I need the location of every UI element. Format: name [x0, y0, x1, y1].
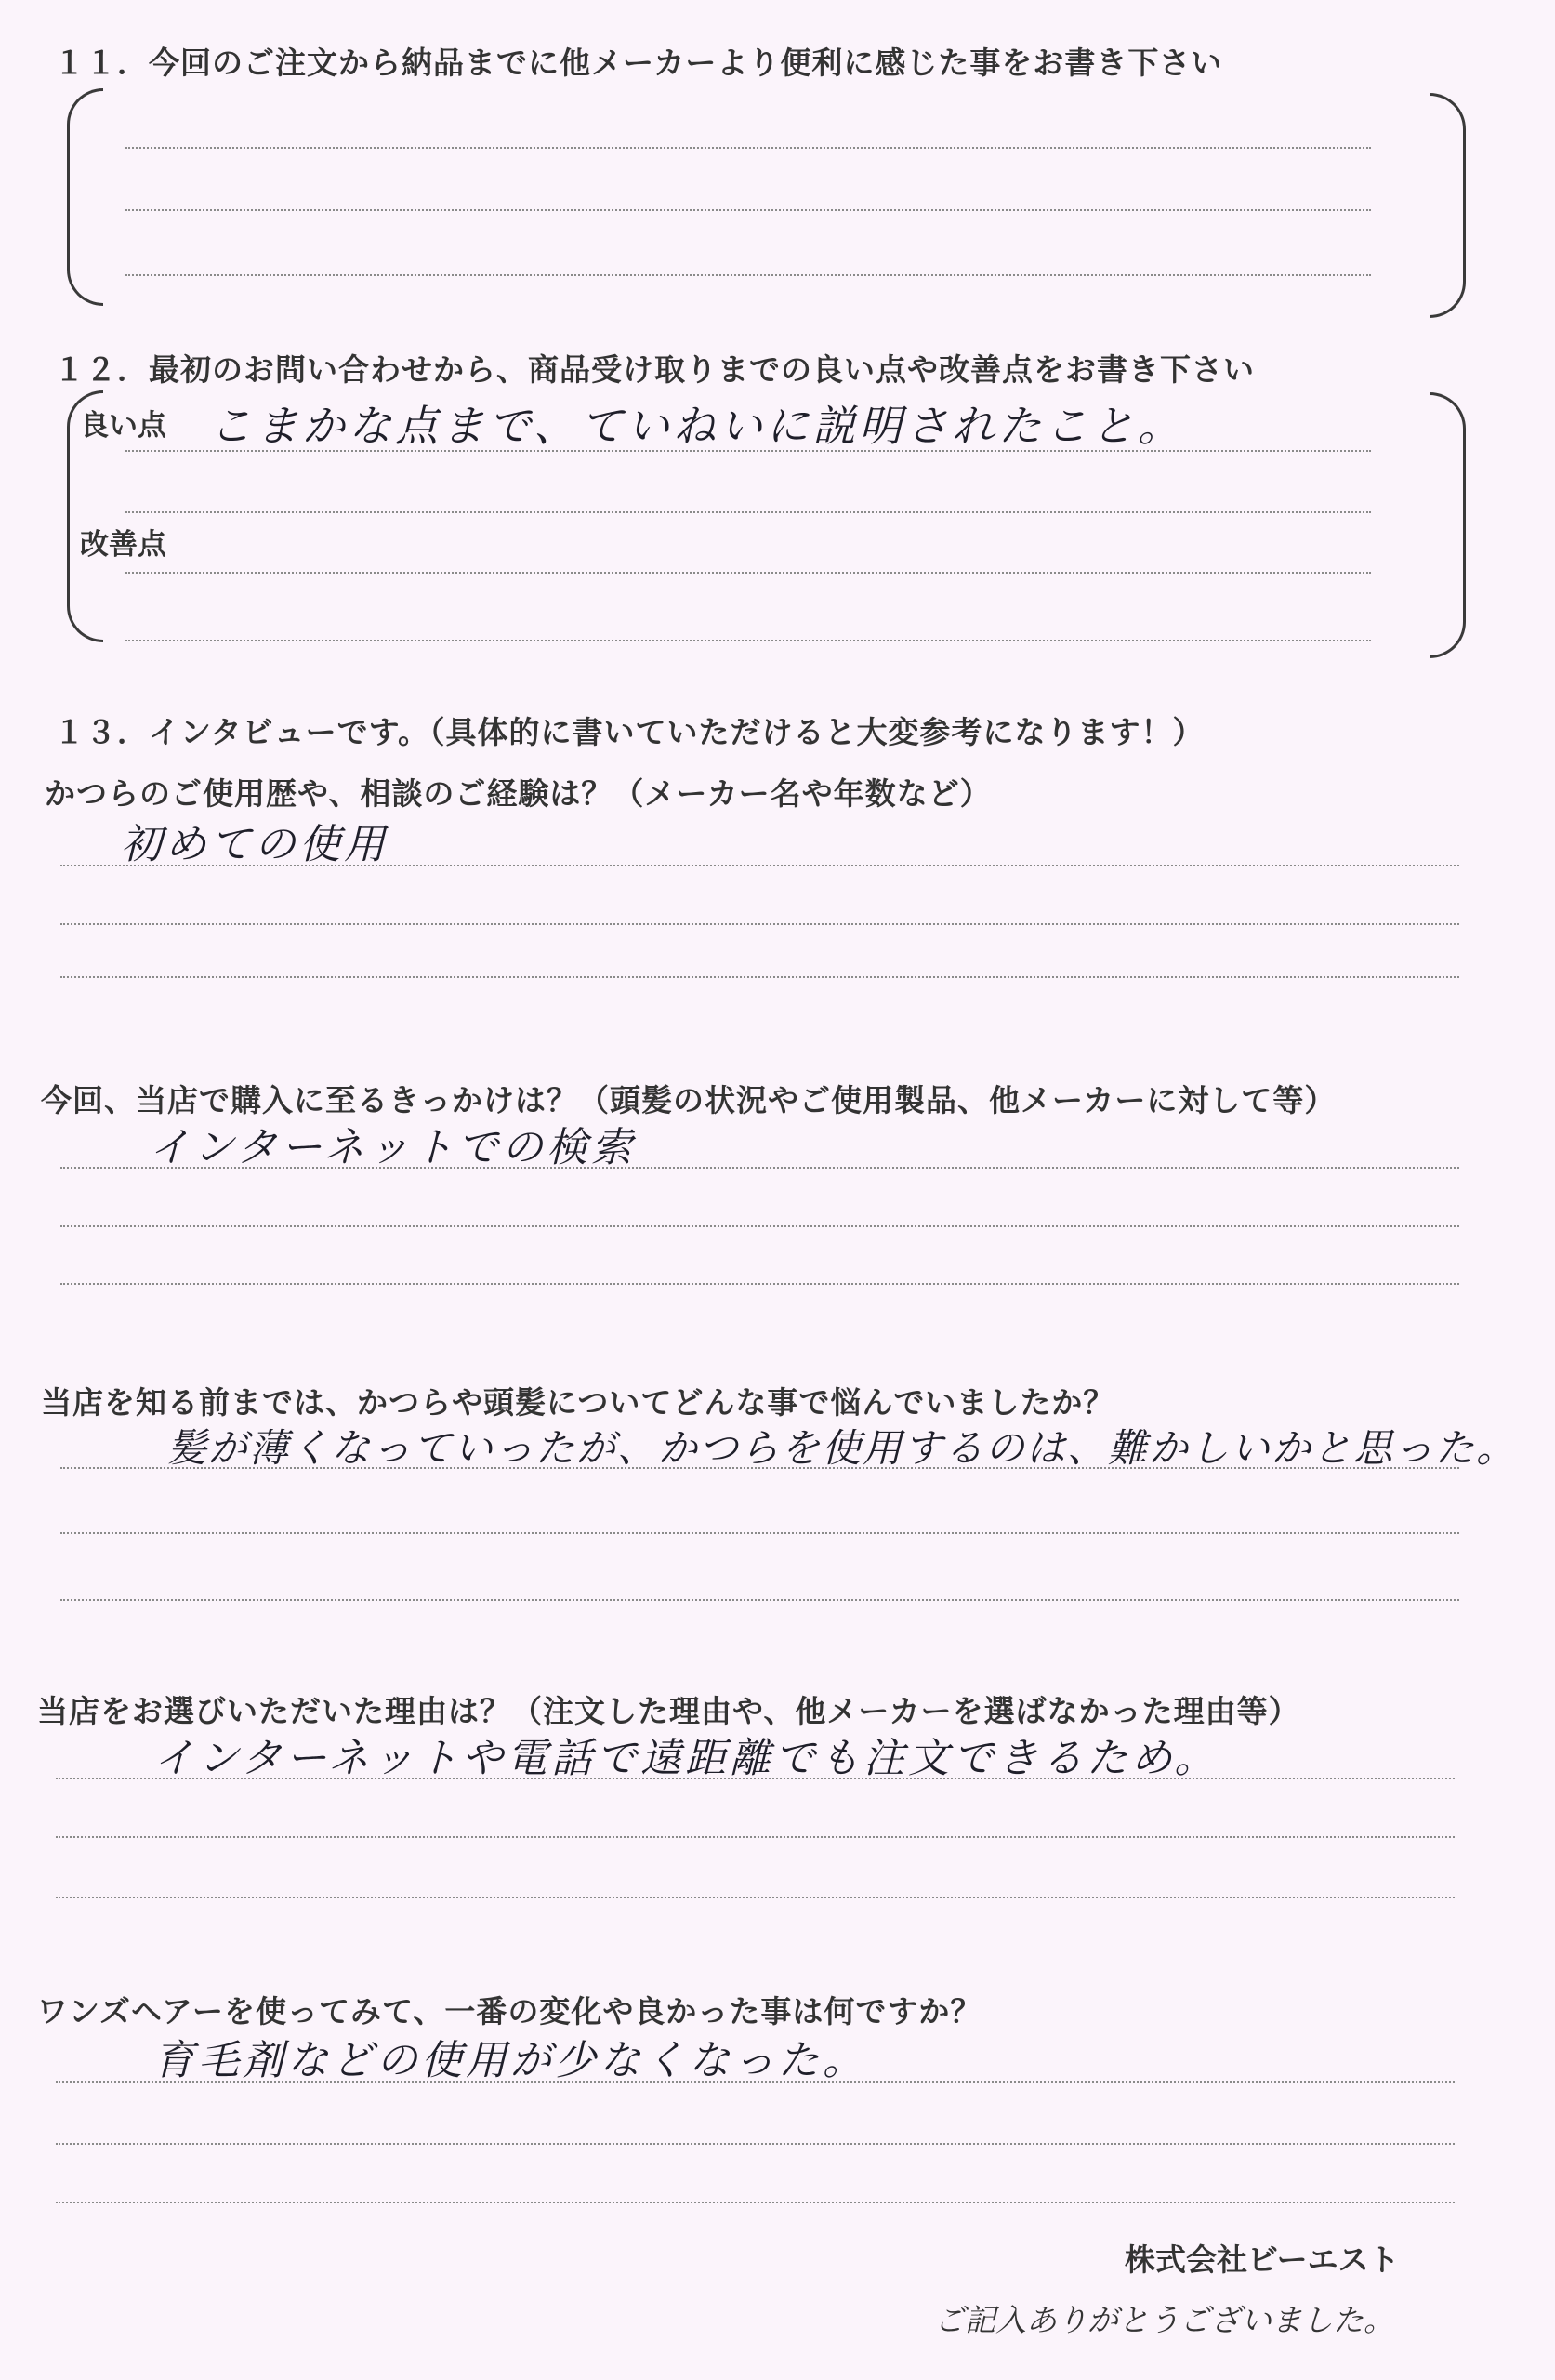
q13-sub5-line-2: [56, 2143, 1455, 2145]
q11-line-3: [125, 274, 1371, 276]
q13-sub5-line-1: [56, 2081, 1455, 2082]
q11-title: １１．今回のご注文から納品までに他メーカーより便利に感じた事をお書き下さい: [54, 45, 1223, 81]
q11-bracket-right: [1430, 93, 1466, 318]
q13-ans1: 初めての使用: [121, 821, 389, 868]
q13-sub1-line-3: [60, 976, 1459, 978]
q12-improve-label: 改善点: [80, 528, 166, 562]
q13-ans4: インターネットや電話で遠距離でも注文できるため。: [153, 1735, 1219, 1782]
q13-sub3: 当店を知る前までは、かつらや頭髪についてどんな事で悩んでいましたか？: [41, 1384, 1115, 1421]
q13-sub2-line-3: [60, 1283, 1459, 1285]
q13-sub4: 当店をお選びいただいた理由は？（注文した理由や、他メーカーを選ばなかった理由等）: [37, 1693, 1300, 1729]
q12-line-1: [125, 450, 1371, 452]
thanks-message: ご記入ありがとうございました。: [934, 2302, 1394, 2338]
q13-ans3: 髪が薄くなっていったが、かつらを使用するのは、難かしいかと思った。: [167, 1425, 1518, 1471]
q11-bracket-left: [67, 88, 103, 306]
q11-line-1: [125, 147, 1371, 149]
q13-sub4-line-2: [56, 1836, 1455, 1838]
q13-sub2-line-1: [60, 1167, 1459, 1169]
q13-sub1-line-2: [60, 923, 1459, 925]
q13-sub2: 今回、当店で購入に至るきっかけは？（頭髪の状況やご使用製品、他メーカーに対して等）: [41, 1082, 1337, 1118]
q13-sub4-line-1: [56, 1778, 1455, 1779]
q13-sub3-line-2: [60, 1532, 1459, 1534]
company-name: 株式会社ビーエスト: [1125, 2241, 1400, 2278]
q13-sub1-line-1: [60, 865, 1459, 866]
q13-sub3-line-1: [60, 1467, 1459, 1469]
q12-line-4: [125, 640, 1371, 641]
q11-line-2: [125, 209, 1371, 211]
q13-title: １３．インタビューです。（具体的に書いていただけると大変参考になります！）: [54, 714, 1205, 750]
q12-bracket-right: [1430, 392, 1466, 658]
q13-sub4-line-3: [56, 1897, 1455, 1898]
q12-good-answer: こまかな点まで、ていねいに説明されたこと。: [209, 401, 1185, 451]
q13-sub1: かつらのご使用歴や、相談のご経験は？（メーカー名や年数など）: [45, 775, 992, 812]
q13-ans5: 育毛剤などの使用が少なくなった。: [153, 2037, 867, 2084]
q13-ans2: インターネットでの検索: [149, 1124, 637, 1171]
q13-sub3-line-3: [60, 1599, 1459, 1601]
q13-sub2-line-2: [60, 1225, 1459, 1227]
q13-sub5-line-3: [56, 2202, 1455, 2203]
q12-line-3: [125, 572, 1371, 574]
q12-good-label: 良い点: [80, 409, 166, 443]
q12-title: １２．最初のお問い合わせから、商品受け取りまでの良い点や改善点をお書き下さい: [54, 351, 1255, 388]
q12-line-2: [125, 511, 1371, 513]
q13-sub5: ワンズヘアーを使ってみて、一番の変化や良かった事は何ですか？: [37, 1993, 982, 2030]
